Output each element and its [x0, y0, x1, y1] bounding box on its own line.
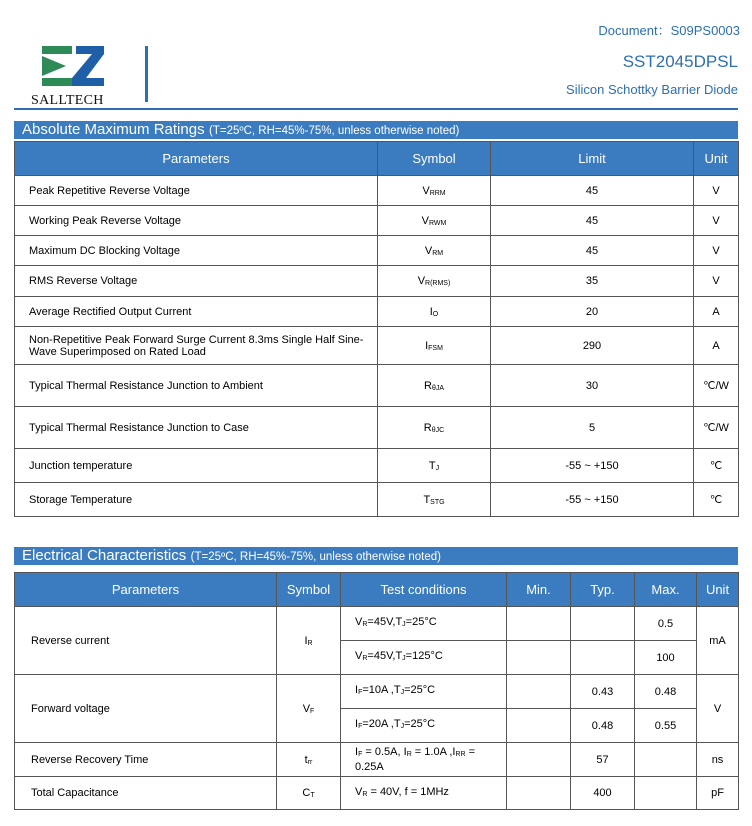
param-cell: Non-Repetitive Peak Forward Surge Current 8.3ms Single Half Sine-Wave Superimposed on Rated Load: [15, 327, 378, 365]
table-row: [15, 365, 739, 407]
max-cell: 0.55: [635, 709, 697, 743]
param-cell: Total Capacitance: [15, 777, 277, 810]
limit-cell: 30: [491, 365, 694, 407]
param-cell: Reverse Recovery Time: [15, 743, 277, 777]
limit-cell: 20: [491, 297, 694, 327]
symbol-cell: $T_J$: [378, 449, 491, 483]
symbol-cell: $I_O$: [378, 297, 491, 327]
table-row: [15, 675, 739, 709]
max-cell: 0.48: [635, 675, 697, 709]
header-symbol: Symbol: [277, 573, 341, 607]
limit-cell: -55 ~ +150: [491, 449, 694, 483]
typ-cell: 0.43: [571, 675, 635, 709]
max-cell: 100: [635, 641, 697, 675]
header-unit: Unit: [694, 142, 739, 176]
unit-cell: V: [694, 266, 739, 297]
unit-cell: ns: [697, 743, 739, 777]
unit-cell: A: [694, 297, 739, 327]
elec-header-row: [15, 573, 739, 607]
typ-cell: 0.48: [571, 709, 635, 743]
abs-max-title-bar: [14, 121, 738, 139]
limit-cell: -55 ~ +150: [491, 483, 694, 517]
min-cell: [507, 709, 571, 743]
table-row: [15, 206, 739, 236]
min-cell: [507, 777, 571, 810]
part-description: Silicon Schottky Barrier Diode: [566, 82, 738, 97]
header-typ: Typ.: [571, 573, 635, 607]
document-number: Document：S09PS0003: [598, 23, 740, 38]
limit-cell: 290: [491, 327, 694, 365]
unit-cell: V: [697, 675, 739, 743]
symbol-cell: $V_{R(RMS)}$: [378, 266, 491, 297]
table-row: [15, 607, 739, 641]
test-condition-cell: $I_F=10A$ $,T_J=25^\circ C$: [341, 675, 507, 709]
unit-cell: V: [694, 206, 739, 236]
param-cell: Storage Temperature: [15, 483, 378, 517]
unit-cell: pF: [697, 777, 739, 810]
test-condition-cell: $I_F=20A$ $,T_J=25^\circ C$: [341, 709, 507, 743]
symbol-cell: $I_R$: [277, 607, 341, 675]
table-row: [15, 327, 739, 365]
test-condition-cell: $V_R=45V,T_J=25^\circ C$: [341, 607, 507, 641]
table-row: [15, 483, 739, 517]
typ-cell: 57: [571, 743, 635, 777]
min-cell: [507, 641, 571, 675]
min-cell: [507, 675, 571, 709]
symbol-cell: $R_{\theta JA}$: [378, 365, 491, 407]
table-row: [15, 297, 739, 327]
header-parameters: Parameters: [15, 573, 277, 607]
header-limit: Limit: [491, 142, 694, 176]
unit-cell: V: [694, 176, 739, 206]
param-cell: Typical Thermal Resistance Junction to Case: [15, 407, 378, 449]
header-test-conditions: Test conditions: [341, 573, 507, 607]
symbol-cell: $C_T$: [277, 777, 341, 810]
limit-cell: 5: [491, 407, 694, 449]
symbol-cell: $V_{RM}$: [378, 236, 491, 266]
symbol-cell: $R_{\theta JC}$: [378, 407, 491, 449]
test-condition-cell: $I_F = 0.5A$, $I_R = 1.0A$ $,I_{RR} = 0.25A$: [341, 743, 507, 777]
symbol-cell: $V_{RWM}$: [378, 206, 491, 236]
param-cell: RMS Reverse Voltage: [15, 266, 378, 297]
table-row: [15, 449, 739, 483]
limit-cell: 45: [491, 206, 694, 236]
min-cell: [507, 607, 571, 641]
salltech-logo-icon: [42, 44, 106, 88]
param-cell: Average Rectified Output Current: [15, 297, 378, 327]
elec-conditions: (T=25ºC, RH=45%-75%, unless otherwise noted): [190, 551, 441, 563]
logo-divider: [145, 46, 148, 102]
unit-cell: V: [694, 236, 739, 266]
param-cell: Forward voltage: [15, 675, 277, 743]
param-cell: Typical Thermal Resistance Junction to Ambient: [15, 365, 378, 407]
abs-max-table: [14, 141, 739, 517]
max-cell: [635, 777, 697, 810]
elec-table: [14, 572, 739, 810]
abs-max-conditions: (T=25ºC, RH=45%-75%, unless otherwise noted): [209, 125, 460, 137]
symbol-cell: $V_F$: [277, 675, 341, 743]
table-row: [15, 743, 739, 777]
symbol-cell: $t_{rr}$: [277, 743, 341, 777]
limit-cell: 45: [491, 176, 694, 206]
elec-title: Electrical Characteristics: [22, 547, 187, 564]
test-condition-cell: $V_R=45V,T_J=125^\circ C$: [341, 641, 507, 675]
header-min: Min.: [507, 573, 571, 607]
param-cell: Reverse current: [15, 607, 277, 675]
unit-cell: A: [694, 327, 739, 365]
abs-max-header-row: [15, 142, 739, 176]
typ-cell: 400: [571, 777, 635, 810]
symbol-cell: $V_{RRM}$: [378, 176, 491, 206]
max-cell: 0.5: [635, 607, 697, 641]
unit-cell: ℃: [694, 483, 739, 517]
limit-cell: 45: [491, 236, 694, 266]
limit-cell: 35: [491, 266, 694, 297]
max-cell: [635, 743, 697, 777]
part-number: SST2045DPSL: [622, 52, 738, 71]
header-max: Max.: [635, 573, 697, 607]
unit-cell: mA: [697, 607, 739, 675]
table-row: [15, 176, 739, 206]
param-cell: Maximum DC Blocking Voltage: [15, 236, 378, 266]
company-logo: [28, 38, 128, 108]
min-cell: [507, 743, 571, 777]
param-cell: Junction temperature: [15, 449, 378, 483]
unit-cell: ℃/W: [694, 365, 739, 407]
symbol-cell: $I_{FSM}$: [378, 327, 491, 365]
elec-title-bar: [14, 547, 738, 565]
header-rule: [14, 108, 738, 110]
param-cell: Working Peak Reverse Voltage: [15, 206, 378, 236]
typ-cell: [571, 641, 635, 675]
header-unit: Unit: [697, 573, 739, 607]
symbol-cell: $T_{STG}$: [378, 483, 491, 517]
unit-cell: ℃: [694, 449, 739, 483]
logo-wordmark: SALLTECH: [31, 93, 104, 108]
param-cell: Peak Repetitive Reverse Voltage: [15, 176, 378, 206]
header-symbol: Symbol: [378, 142, 491, 176]
test-condition-cell: $V_R = 40V$, f = 1MHz: [341, 777, 507, 810]
table-row: [15, 407, 739, 449]
abs-max-title: Absolute Maximum Ratings: [22, 121, 205, 138]
typ-cell: [571, 607, 635, 641]
table-row: [15, 236, 739, 266]
unit-cell: ℃/W: [694, 407, 739, 449]
table-row: [15, 266, 739, 297]
table-row: [15, 777, 739, 810]
header-parameters: Parameters: [15, 142, 378, 176]
